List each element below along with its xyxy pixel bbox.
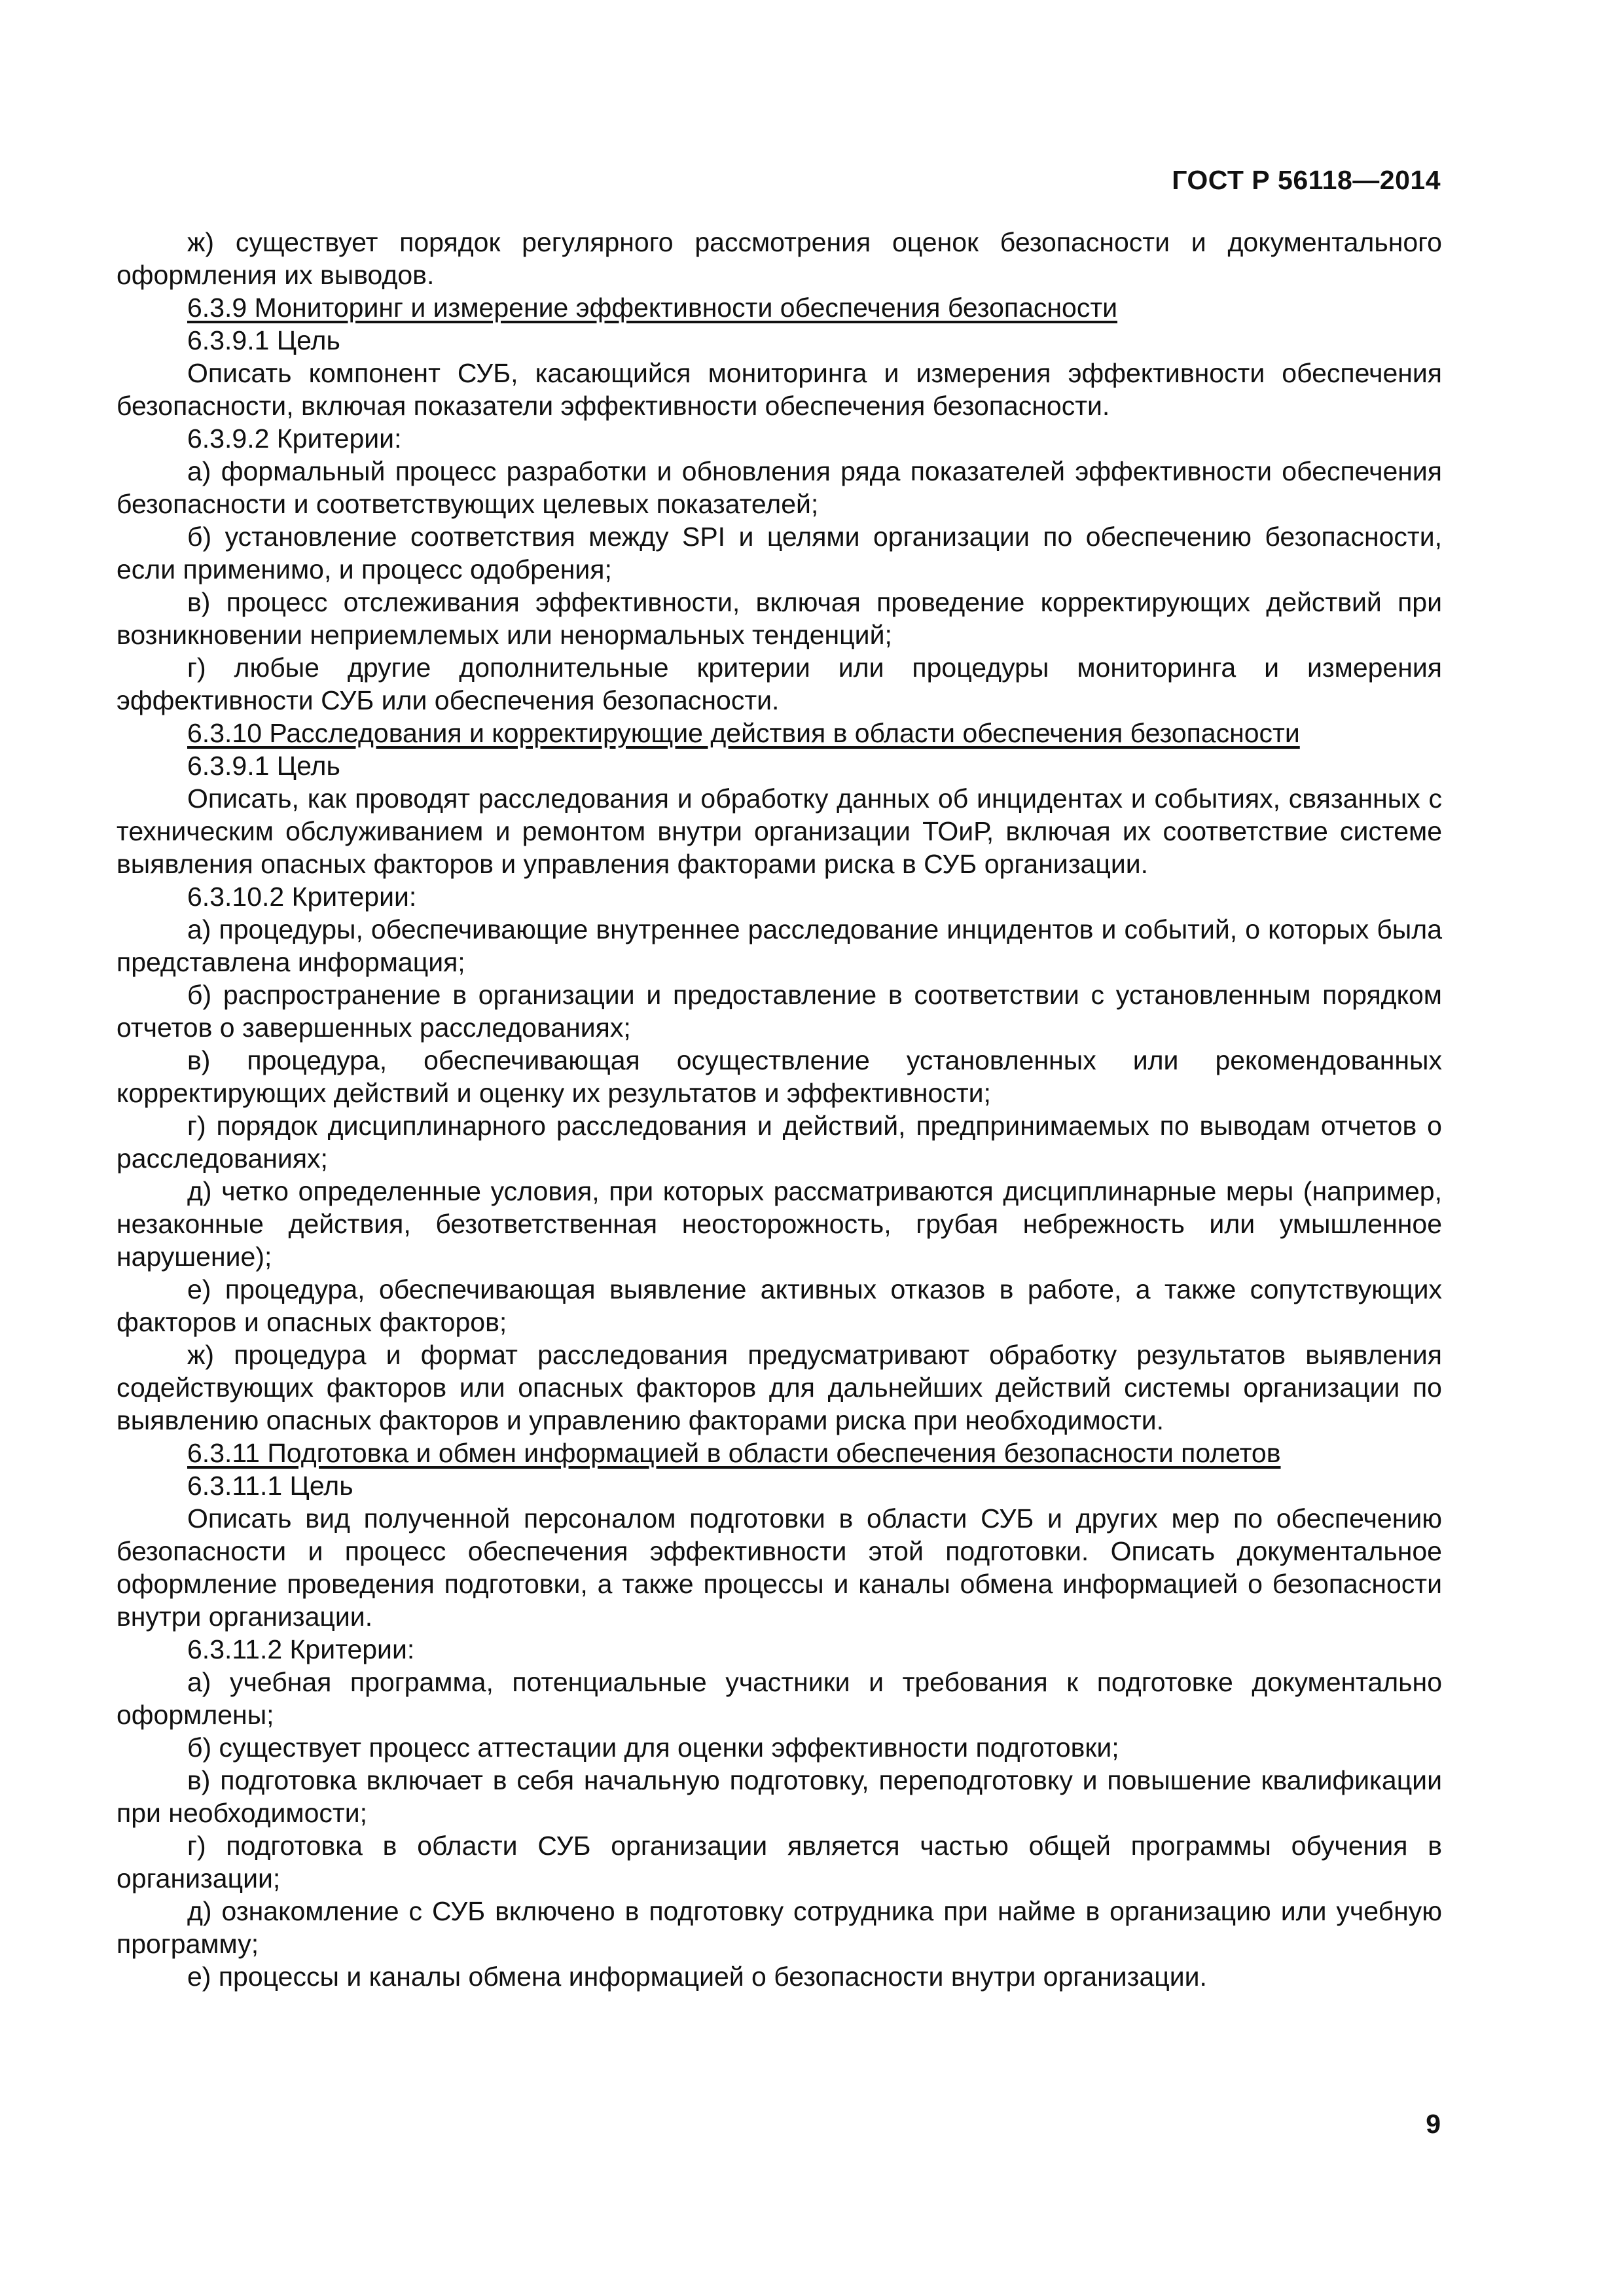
section-heading [117, 1437, 1442, 1469]
section-heading-text: 6.3.10 Расследования и корректирующие действия в области обеспечения безопасности [187, 718, 1300, 748]
list-item: б) распространение в организации и предоставление в соответствии с установленным порядком отчетов о завершенных расследованиях; [117, 980, 1442, 1043]
list-item: ж) существует порядок регулярного рассмотрения оценок безопасности и документального оформления их выводов. [117, 227, 1442, 290]
list-item: г) любые другие дополнительные критерии или процедуры мониторинга и измерения эффективности СУБ или обеспечения безопасности. [117, 653, 1442, 715]
document-body [117, 226, 1442, 1993]
list-item: а) формальный процесс разработки и обновления ряда показателей эффективности обеспечения безопасности и соответствующих целевых показателей; [117, 456, 1442, 519]
section-heading [117, 291, 1442, 324]
subsection-title: 6.3.9.1 Цель [187, 751, 340, 781]
list-item: б) существует процесс аттестации для оценки эффективности подготовки; [187, 1732, 1119, 1763]
list-item: ж) процедура и формат расследования предусматривают обработку результатов выявления содействующих факторов или опасных факторов для дальнейших действий системы организации по выявлению опасных факторов и управлению факторами риска при необходимости. [117, 1340, 1442, 1435]
section-heading-text: 6.3.9 Мониторинг и измерение эффективности обеспечения безопасности [187, 293, 1118, 323]
section-heading [117, 717, 1442, 749]
subsection-title: 6.3.9.2 Критерии: [187, 423, 402, 454]
section-heading-text: 6.3.11 Подготовка и обмен информацией в области обеспечения безопасности полетов [187, 1438, 1281, 1468]
list-item: в) подготовка включает в себя начальную подготовку, переподготовку и повышение квалификации при необходимости; [117, 1765, 1442, 1828]
list-item: е) процедура, обеспечивающая выявление активных отказов в работе, а также сопутствующих факторов и опасных факторов; [117, 1274, 1442, 1337]
document-designation: ГОСТ Р 56118—2014 [1172, 165, 1441, 195]
list-item: а) процедуры, обеспечивающие внутреннее расследование инцидентов и событий, о которых была представлена информация; [117, 914, 1442, 977]
list-item: г) подготовка в области СУБ организации является частью общей программы обучения в организации; [117, 1831, 1442, 1893]
list-item: г) порядок дисциплинарного расследования и действий, предпринимаемых по выводам отчетов о расследованиях; [117, 1111, 1442, 1174]
subsection-title: 6.3.11.2 Критерии: [187, 1634, 415, 1664]
list-item: в) процесс отслеживания эффективности, включая проведение корректирующих действий при возникновении неприемлемых или ненормальных тенденций; [117, 587, 1442, 650]
paragraph: Описать компонент СУБ, касающийся мониторинга и измерения эффективности обеспечения безопасности, включая показатели эффективности обеспечения безопасности. [117, 358, 1442, 421]
subsection-title: 6.3.9.1 Цель [187, 325, 340, 355]
paragraph: Описать, как проводят расследования и обработку данных об инцидентах и событиях, связанных с техническим обслуживанием и ремонтом внутри организации ТОиР, включая их соответствие системе выявления опасных факторов и управления факторами риска в СУБ организации. [117, 783, 1442, 879]
subsection-title: 6.3.10.2 Критерии: [187, 882, 417, 912]
list-item: е) процессы и каналы обмена информацией о безопасности внутри организации. [187, 1962, 1207, 1992]
page-number: 9 [1426, 2109, 1441, 2139]
list-item: б) установление соответствия между SPI и целями организации по обеспечению безопасности, если применимо, и процесс одобрения; [117, 522, 1442, 584]
subsection-title: 6.3.11.1 Цель [187, 1471, 353, 1501]
list-item: д) ознакомление с СУБ включено в подготовку сотрудника при найме в организацию или учебную программу; [117, 1896, 1442, 1959]
paragraph: Описать вид полученной персоналом подготовки в области СУБ и других мер по обеспечению безопасности и процесс обеспечения эффективности этой подготовки. Описать документальное оформление проведения подготовки, а также процессы и каналы обмена информацией о безопасности внутри организации. [117, 1503, 1442, 1632]
list-item: д) четко определенные условия, при которых рассматриваются дисциплинарные меры (например, незаконные действия, безответственная неосторожность, грубая небрежность или умышленное нарушение); [117, 1176, 1442, 1272]
list-item: а) учебная программа, потенциальные участники и требования к подготовке документально оформлены; [117, 1667, 1442, 1730]
list-item: в) процедура, обеспечивающая осуществление установленных или рекомендованных корректирующих действий и оценку их результатов и эффективности; [117, 1045, 1442, 1108]
